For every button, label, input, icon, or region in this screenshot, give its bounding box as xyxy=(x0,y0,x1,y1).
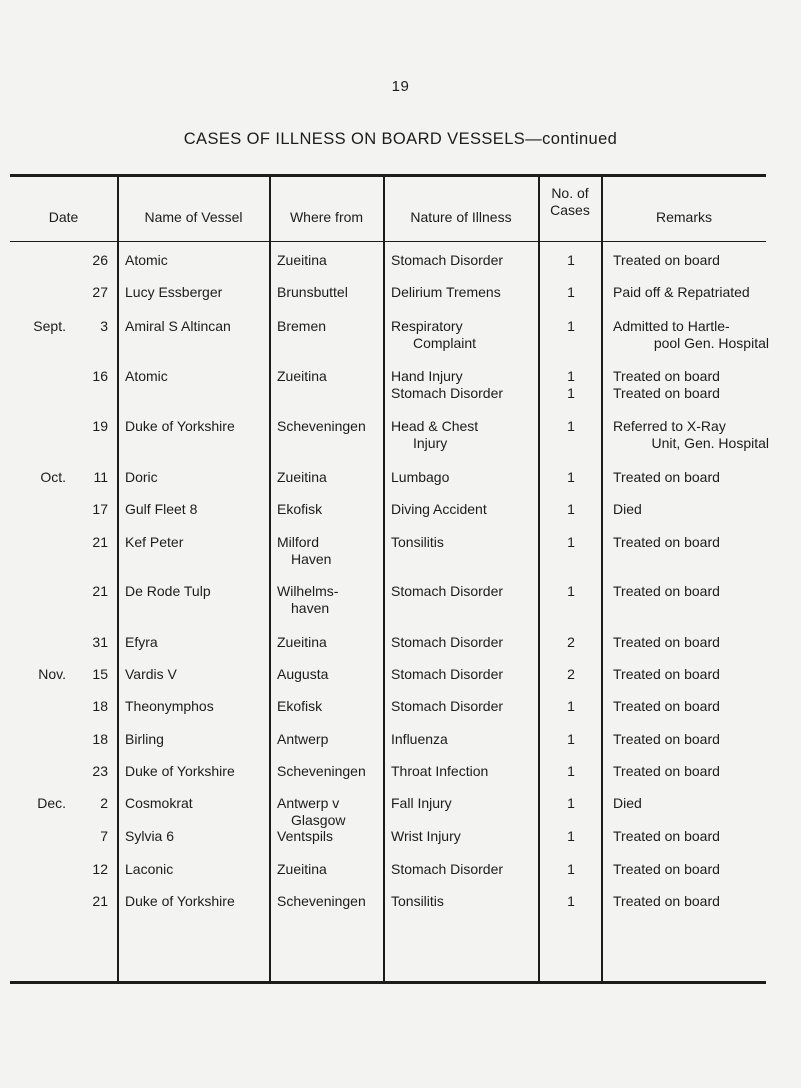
case-count-line: 1 xyxy=(567,318,575,334)
header-where-from: Where from xyxy=(289,209,364,225)
where-from-line: Zueitina xyxy=(277,469,327,485)
remarks-line: Treated on board xyxy=(613,731,720,747)
vessel-name: Duke of Yorkshire xyxy=(125,893,235,909)
remarks-line: Treated on board xyxy=(613,893,720,909)
where-from-line: Ekofisk xyxy=(277,698,323,714)
case-count-line: 1 xyxy=(567,893,575,909)
illness-nature xyxy=(391,284,546,301)
illness-nature xyxy=(391,368,546,402)
illness-nature-line: Influenza xyxy=(391,731,448,747)
illness-nature xyxy=(391,828,546,845)
where-from-line: Brunsbuttel xyxy=(277,284,348,300)
where-from xyxy=(277,731,389,748)
where-from xyxy=(277,666,389,683)
column-divider xyxy=(269,176,271,982)
illness-nature xyxy=(391,318,546,352)
where-from xyxy=(277,698,389,715)
case-count xyxy=(540,469,602,486)
vessel-name: Vardis V xyxy=(125,666,177,682)
case-count xyxy=(540,252,602,269)
illness-nature xyxy=(391,698,546,715)
case-count xyxy=(540,763,602,780)
where-from xyxy=(277,795,389,829)
remarks xyxy=(613,828,769,845)
where-from xyxy=(277,501,389,518)
illness-table xyxy=(10,174,769,984)
where-from-line: Zueitina xyxy=(277,252,327,268)
vessel-name: Amiral S Altincan xyxy=(125,318,231,334)
case-count xyxy=(540,795,602,812)
illness-nature-line: Respiratory xyxy=(391,318,463,334)
vessel-name: Sylvia 6 xyxy=(125,828,175,844)
case-count-line: 1 xyxy=(567,385,575,401)
remarks xyxy=(613,252,769,269)
header-remarks: Remarks xyxy=(655,209,712,225)
remarks xyxy=(613,893,769,910)
illness-nature-line: Throat Infection xyxy=(391,763,489,779)
date-day: 18 xyxy=(92,698,108,714)
where-from-line: Zueitina xyxy=(277,634,327,650)
illness-nature-line: Lumbago xyxy=(391,469,450,485)
where-from xyxy=(277,634,389,651)
vessel-name: Atomic xyxy=(125,368,168,384)
vessel-name: Laconic xyxy=(125,861,174,877)
illness-nature-line: Stomach Disorder xyxy=(391,252,504,268)
vessel-name: Lucy Essberger xyxy=(125,284,223,300)
illness-nature xyxy=(391,893,546,910)
case-count-line: 2 xyxy=(567,634,575,650)
illness-nature-line: Stomach Disorder xyxy=(391,666,504,682)
header-vessel: Name of Vessel xyxy=(144,209,243,225)
case-count-line: 2 xyxy=(567,666,575,682)
where-from xyxy=(277,763,389,780)
vessel-name: Gulf Fleet 8 xyxy=(125,501,198,517)
remarks-line: Treated on board xyxy=(613,252,720,268)
table-bottom-rule xyxy=(10,981,766,984)
illness-nature-line: Hand Injury xyxy=(391,368,463,384)
where-from-line: Ventspils xyxy=(277,828,334,844)
header-nature: Nature of Illness xyxy=(410,209,512,225)
date-day: 3 xyxy=(100,318,108,334)
where-from-line: Zueitina xyxy=(277,368,327,384)
remarks xyxy=(613,284,769,301)
remarks-line: Treated on board xyxy=(613,583,720,599)
date-day: 21 xyxy=(92,583,108,599)
vessel-name: Duke of Yorkshire xyxy=(125,418,235,434)
date-day: 23 xyxy=(92,763,108,779)
illness-nature-line: Diving Accident xyxy=(391,501,487,517)
remarks xyxy=(613,731,769,748)
remarks-line: Treated on board xyxy=(613,385,720,401)
case-count-line: 1 xyxy=(567,795,575,811)
where-from xyxy=(277,318,389,335)
where-from xyxy=(277,368,389,385)
where-from-line: Haven xyxy=(291,551,332,567)
illness-nature xyxy=(391,534,546,551)
date-day: 19 xyxy=(92,418,108,434)
case-count xyxy=(540,698,602,715)
case-count-line: 1 xyxy=(567,763,575,779)
date-day: 27 xyxy=(92,284,108,300)
date-day: 11 xyxy=(93,469,108,485)
illness-nature-line: Injury xyxy=(413,435,448,451)
where-from-line: Scheveningen xyxy=(277,418,366,434)
case-count xyxy=(540,861,602,878)
where-from xyxy=(277,893,389,910)
illness-nature-line: Head & Chest xyxy=(391,418,479,434)
illness-nature-line: Delirium Tremens xyxy=(391,284,501,300)
vessel-name: Doric xyxy=(125,469,158,485)
where-from-line: Bremen xyxy=(277,318,327,334)
header-date: Date xyxy=(48,209,79,225)
illness-nature-line: Stomach Disorder xyxy=(391,634,504,650)
remarks xyxy=(613,469,769,486)
where-from xyxy=(277,469,389,486)
date-day: 7 xyxy=(100,828,108,844)
remarks xyxy=(613,318,769,352)
vessel-name: Kef Peter xyxy=(125,534,184,550)
remarks-line: Treated on board xyxy=(613,666,720,682)
remarks-line: Treated on board xyxy=(613,828,720,844)
remarks-line: Died xyxy=(613,501,642,517)
remarks xyxy=(613,634,769,651)
illness-nature xyxy=(391,252,546,269)
remarks xyxy=(613,861,769,878)
illness-nature-line: Tonsilitis xyxy=(391,534,444,550)
where-from-line: Milford xyxy=(277,534,320,550)
illness-nature-line: Stomach Disorder xyxy=(391,698,504,714)
case-count-line: 1 xyxy=(567,731,575,747)
remarks-line: Unit, Gen. Hospital xyxy=(651,435,769,451)
illness-nature xyxy=(391,731,546,748)
remarks xyxy=(613,763,769,780)
case-count xyxy=(540,284,602,301)
illness-nature xyxy=(391,666,546,683)
remarks-line: Treated on board xyxy=(613,763,720,779)
case-count xyxy=(540,318,602,335)
illness-nature-line: Complaint xyxy=(413,335,477,351)
remarks xyxy=(613,698,769,715)
illness-nature-line: Stomach Disorder xyxy=(391,583,504,599)
case-count-line: 1 xyxy=(567,501,575,517)
illness-nature xyxy=(391,861,546,878)
where-from xyxy=(277,418,389,435)
case-count-line: 1 xyxy=(567,583,575,599)
page-title: CASES OF ILLNESS ON BOARD VESSELS—continued xyxy=(183,130,618,148)
illness-nature xyxy=(391,634,546,651)
where-from-line: Antwerp v xyxy=(277,795,340,811)
date-day: 26 xyxy=(92,252,108,268)
vessel-name: Cosmokrat xyxy=(125,795,193,811)
vessel-name: Theonymphos xyxy=(125,698,214,714)
header-cases: No. of Cases xyxy=(550,184,590,218)
remarks-line: Treated on board xyxy=(613,469,720,485)
case-count xyxy=(540,534,602,551)
case-count xyxy=(540,501,602,518)
illness-nature xyxy=(391,583,546,600)
case-count xyxy=(540,828,602,845)
vessel-name: Duke of Yorkshire xyxy=(125,763,235,779)
case-count xyxy=(540,418,602,435)
date-day: 21 xyxy=(92,893,108,909)
date-day: 16 xyxy=(92,368,108,384)
remarks-line: Treated on board xyxy=(613,634,720,650)
date-month: Dec. xyxy=(37,795,66,811)
case-count xyxy=(540,731,602,748)
table-header-rule xyxy=(10,241,766,242)
case-count xyxy=(540,666,602,683)
case-count-line: 1 xyxy=(567,368,575,384)
case-count xyxy=(540,583,602,600)
case-count-line: 1 xyxy=(567,534,575,550)
where-from-line: Zueitina xyxy=(277,861,327,877)
illness-nature xyxy=(391,795,546,812)
illness-nature-line: Tonsilitis xyxy=(391,893,444,909)
case-count-line: 1 xyxy=(567,284,575,300)
case-count-line: 1 xyxy=(567,828,575,844)
remarks-line: Treated on board xyxy=(613,861,720,877)
where-from-line: haven xyxy=(291,600,330,616)
illness-nature xyxy=(391,501,546,518)
case-count-line: 1 xyxy=(567,252,575,268)
case-count-line: 1 xyxy=(567,418,575,434)
date-day: 31 xyxy=(92,634,108,650)
remarks-line: Paid off & Repatriated xyxy=(613,284,750,300)
where-from-line: Glasgow xyxy=(291,812,346,828)
date-month: Nov. xyxy=(38,666,66,682)
illness-nature xyxy=(391,469,546,486)
illness-nature xyxy=(391,763,546,780)
illness-nature-line: Fall Injury xyxy=(391,795,452,811)
illness-nature-line: Stomach Disorder xyxy=(391,385,504,401)
case-count-line: 1 xyxy=(567,469,575,485)
where-from xyxy=(277,828,389,845)
date-day: 18 xyxy=(92,731,108,747)
where-from xyxy=(277,534,389,568)
where-from-line: Augusta xyxy=(277,666,329,682)
remarks-line: Admitted to Hartle- xyxy=(613,318,730,334)
where-from xyxy=(277,284,389,301)
illness-nature xyxy=(391,418,546,452)
where-from-line: Antwerp xyxy=(277,731,329,747)
date-day: 15 xyxy=(92,666,108,682)
remarks xyxy=(613,368,769,402)
remarks-line: Treated on board xyxy=(613,368,720,384)
case-count xyxy=(540,368,602,402)
remarks-line: Treated on board xyxy=(613,534,720,550)
date-month: Sept. xyxy=(33,318,66,334)
remarks xyxy=(613,583,769,600)
column-divider xyxy=(117,176,119,982)
case-count-line: 1 xyxy=(567,698,575,714)
illness-nature-line: Wrist Injury xyxy=(391,828,461,844)
remarks xyxy=(613,501,769,518)
remarks-line: Treated on board xyxy=(613,698,720,714)
date-day: 2 xyxy=(100,795,108,811)
page-number: 19 xyxy=(391,78,410,95)
case-count xyxy=(540,893,602,910)
where-from-line: Wilhelms- xyxy=(277,583,339,599)
case-count xyxy=(540,634,602,651)
where-from xyxy=(277,583,389,617)
date-month: Oct. xyxy=(40,469,66,485)
remarks-line: Referred to X-Ray xyxy=(613,418,726,434)
date-day: 17 xyxy=(92,501,108,517)
date-day: 12 xyxy=(92,861,108,877)
remarks-line: pool Gen. Hospital xyxy=(653,335,769,351)
where-from-line: Ekofisk xyxy=(277,501,323,517)
where-from-line: Scheveningen xyxy=(277,763,366,779)
vessel-name: Atomic xyxy=(125,252,168,268)
vessel-name: De Rode Tulp xyxy=(125,583,211,599)
where-from xyxy=(277,861,389,878)
remarks xyxy=(613,418,769,452)
vessel-name: Efyra xyxy=(125,634,158,650)
remarks xyxy=(613,666,769,683)
vessel-name: Birling xyxy=(125,731,164,747)
date-day: 21 xyxy=(92,534,108,550)
remarks xyxy=(613,795,769,812)
case-count-line: 1 xyxy=(567,861,575,877)
illness-nature-line: Stomach Disorder xyxy=(391,861,504,877)
remarks-line: Died xyxy=(613,795,642,811)
where-from-line: Scheveningen xyxy=(277,893,366,909)
remarks xyxy=(613,534,769,551)
where-from xyxy=(277,252,389,269)
